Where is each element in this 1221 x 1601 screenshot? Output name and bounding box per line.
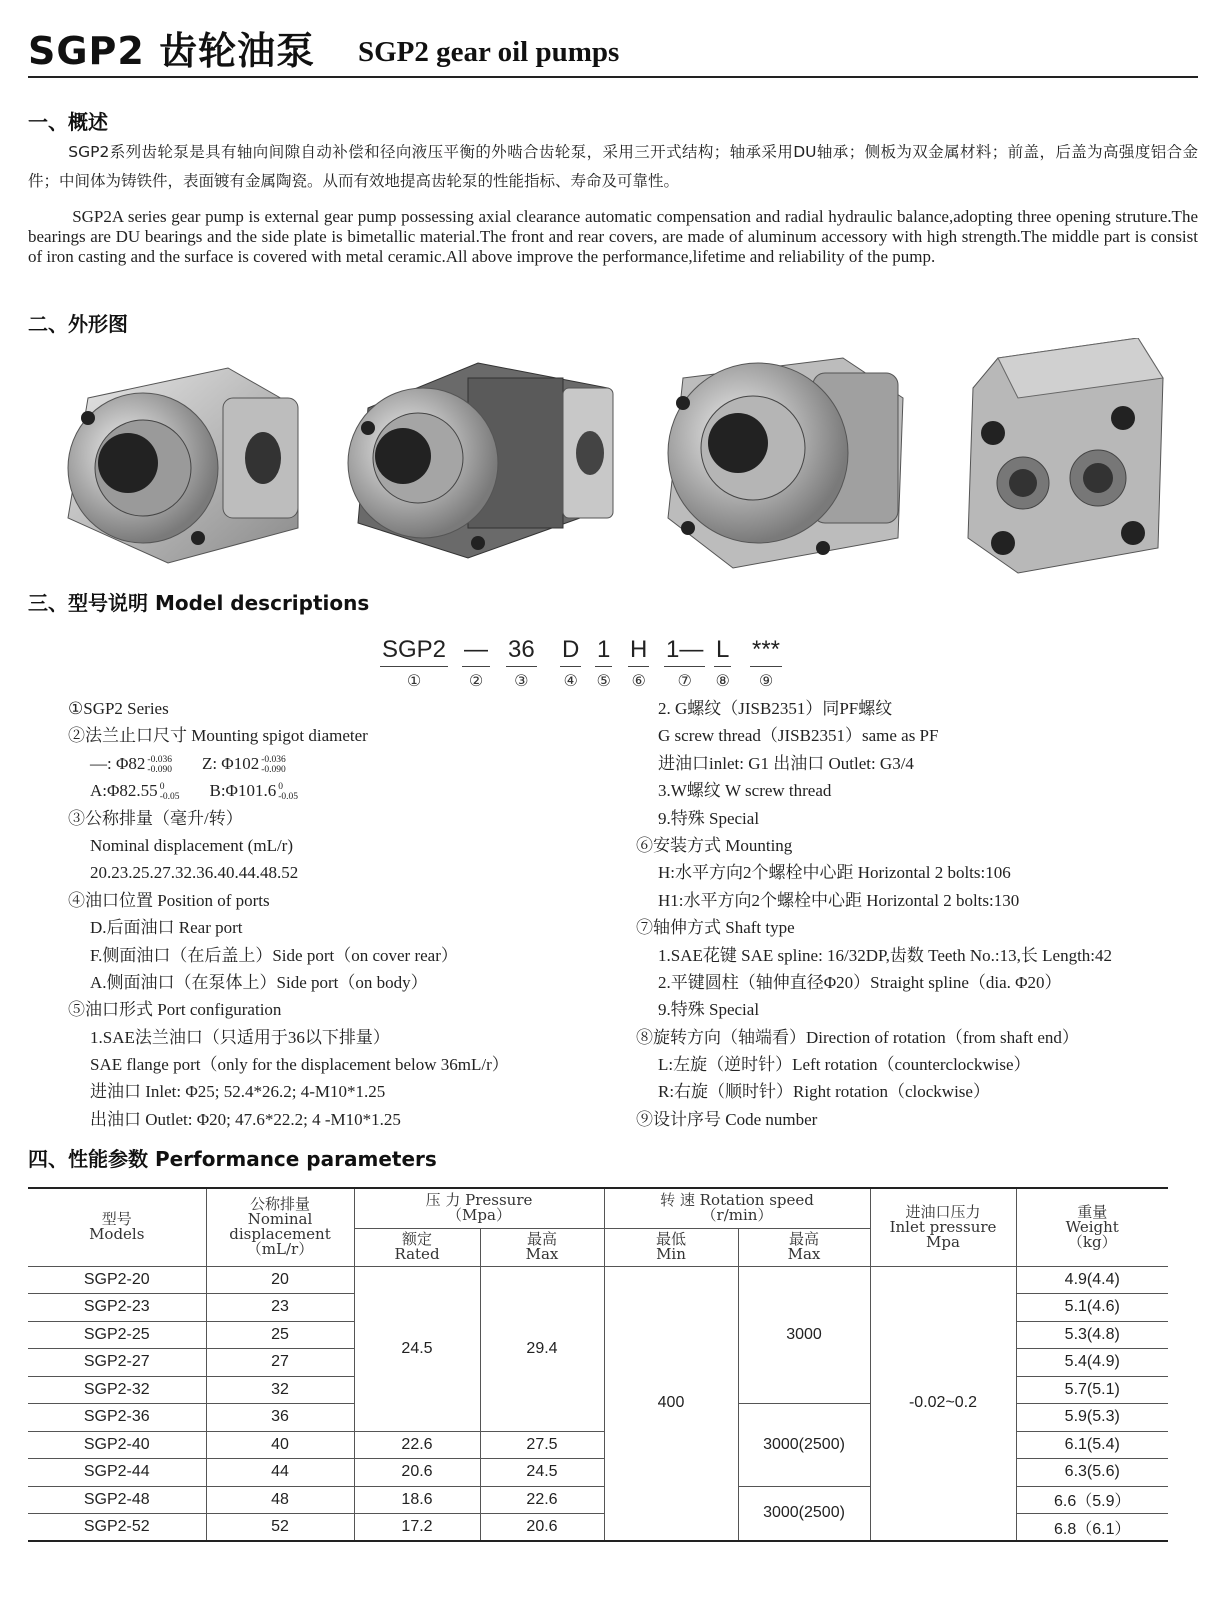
performance-table <box>28 1187 1168 1542</box>
desc-code-number: ⑨设计序号 Code number <box>636 1109 818 1129</box>
cell-weight: 5.4(4.9) <box>1016 1349 1168 1377</box>
cell-weight: 5.7(5.1) <box>1016 1376 1168 1404</box>
desc-port-d: D.后面油口 Rear port <box>90 918 243 938</box>
cell-max-pressure: 27.5 <box>480 1431 604 1459</box>
cell-weight: 4.9(4.4) <box>1016 1266 1168 1294</box>
desc-g-thread-en: G screw thread（JISB2351）same as PF <box>658 726 939 746</box>
desc-rotation-title: ⑧旋转方向（轴端看）Direction of rotation（from shaft end） <box>636 1027 1079 1047</box>
page-title-cn: SGP2 齿轮油泵 <box>28 29 316 73</box>
cell-model: SGP2-27 <box>28 1349 206 1377</box>
cell-displacement: 40 <box>206 1431 354 1459</box>
cell-inlet-pressure: -0.02~0.2 <box>870 1266 1016 1541</box>
desc-shaft-title: ⑦轴伸方式 Shaft type <box>636 918 795 938</box>
model-code <box>380 636 800 690</box>
desc-shaft-sae: 1.SAE花键 SAE spline: 16/32DP,齿数 Teeth No.:13,长 Length:42 <box>658 945 1113 965</box>
section-overview-heading: 一、概述 <box>28 110 108 134</box>
desc-port-f: F.侧面油口（在后盖上）Side port（on cover rear） <box>90 945 458 965</box>
cell-displacement: 36 <box>206 1404 354 1432</box>
desc-shaft-straight: 2.平键圆柱（轴伸直径Φ20）Straight spline（dia. Φ20） <box>658 972 1062 992</box>
model-desc-left <box>68 695 628 1133</box>
cell-rated-pressure: 17.2 <box>354 1514 480 1542</box>
cell-model: SGP2-36 <box>28 1404 206 1432</box>
title-bar <box>28 14 1198 78</box>
desc-port-special: 9.特殊 Special <box>658 808 760 828</box>
pump-photo-4 <box>948 338 1173 578</box>
desc-spigot-1: —: Φ82 -0.036 -0.090 Z: Φ102 -0.036 -0.090 <box>90 753 286 775</box>
code-item-series: SGP2 ① <box>382 636 447 690</box>
desc-sae-flange-en: SAE flange port（only for the displacement below 36mL/r） <box>90 1055 509 1075</box>
cell-displacement: 32 <box>206 1376 354 1404</box>
desc-w-thread: 3.W螺纹 W screw thread <box>658 781 832 801</box>
desc-series: ①SGP2 Series <box>68 699 169 718</box>
cell-displacement: 52 <box>206 1514 354 1542</box>
desc-shaft-special: 9.特殊 Special <box>658 1000 760 1020</box>
desc-port-a: A.侧面油口（在泵体上）Side port（on body） <box>90 972 428 992</box>
cell-displacement: 23 <box>206 1294 354 1322</box>
desc-sae-flange-cn: 1.SAE法兰油口（只适用于36以下排量） <box>90 1027 390 1047</box>
cell-rated-pressure: 22.6 <box>354 1431 480 1459</box>
overview-text-en: SGP2A series gear pump is external gear pump possessing axial clearance automatic compensation and radial hydraulic balance,adopting three opening struture.The bearings are DU bearings and the side plate is bimetallic material.The front and rear covers, are made of aluminum accessory with high strength.The middle part is consist of iron casting and the surface is covered with metal ceramic.All above improve the performance,lifetime and reliability of the pump. <box>28 207 1198 266</box>
header-speed-min: 最低 Min <box>604 1228 738 1266</box>
code-item-port-config: 1 ⑤ <box>596 636 611 690</box>
header-weight: 重量 Weight （kg） <box>1016 1188 1168 1266</box>
cell-model: SGP2-25 <box>28 1321 206 1349</box>
cell-model: SGP2-32 <box>28 1376 206 1404</box>
overview-text-cn: SGP2系列齿轮泵是具有轴向间隙自动补偿和径向液压平衡的外啮合齿轮泵，采用三开式结构；轴承采用DU轴承；侧板为双金属材料；前盖，后盖为高强度铝合金件；中间体为铸铁件，表面镀有金属陶瓷。从而有效地提高齿轮泵的性能指标、寿命及可靠性。 <box>28 143 1198 190</box>
cell-rated-pressure: 24.5 <box>354 1266 480 1431</box>
cell-weight: 6.3(5.6) <box>1016 1459 1168 1487</box>
cell-rated-pressure: 18.6 <box>354 1486 480 1514</box>
header-rated: 额定 Rated <box>354 1228 480 1266</box>
desc-displacement-en: Nominal displacement (mL/r) <box>90 835 293 855</box>
desc-displacement-title: ③公称排量（毫升/转） <box>68 808 243 828</box>
cell-max-pressure: 24.5 <box>480 1459 604 1487</box>
desc-mounting-title: ⑥安装方式 Mounting <box>636 835 793 855</box>
cell-weight: 6.8（6.1） <box>1016 1514 1168 1542</box>
header-pressure-max: 最高 Max <box>480 1228 604 1266</box>
header-speed-max: 最高 Max <box>738 1228 870 1266</box>
cell-max-speed: 3000 <box>738 1266 870 1404</box>
desc-sae-inlet: 进油口 Inlet: Φ25; 52.4*26.2; 4-M10*1.25 <box>90 1082 386 1102</box>
cell-displacement: 27 <box>206 1349 354 1377</box>
cell-displacement: 25 <box>206 1321 354 1349</box>
desc-displacement-values: 20.23.25.27.32.36.40.44.48.52 <box>90 863 299 883</box>
desc-g-thread-cn: 2. G螺纹（JISB2351）同PF螺纹 <box>658 699 893 718</box>
header-models: 型号 Models <box>28 1188 206 1266</box>
desc-port-config-title: ⑤油口形式 Port configuration <box>68 1000 282 1020</box>
cell-weight: 6.6（5.9） <box>1016 1486 1168 1514</box>
section-performance-heading: 四、性能参数 Performance parameters <box>28 1147 437 1171</box>
cell-max-pressure: 22.6 <box>480 1486 604 1514</box>
cell-weight: 6.1(5.4) <box>1016 1431 1168 1459</box>
section-model-heading: 三、型号说明 Model descriptions <box>28 591 370 615</box>
cell-model: SGP2-20 <box>28 1266 206 1294</box>
cell-rated-pressure: 20.6 <box>354 1459 480 1487</box>
code-item-rotation: L ⑧ <box>715 636 730 690</box>
code-item-shaft: 1— ⑦ <box>666 636 704 690</box>
desc-sae-outlet: 出油口 Outlet: Φ20; 47.6*22.2; 4 -M10*1.25 <box>90 1109 401 1129</box>
header-displacement: 公称排量 Nominal displacement （mL/r） <box>206 1188 354 1266</box>
desc-rotation-right: R:右旋（顺时针）Right rotation（clockwise） <box>658 1082 990 1102</box>
cell-model: SGP2-23 <box>28 1294 206 1322</box>
code-item-code-number: *** ⑨ <box>752 636 781 690</box>
cell-max-speed: 3000(2500) <box>738 1486 870 1541</box>
desc-spigot-title: ②法兰止口尺寸 Mounting spigot diameter <box>68 726 368 746</box>
cell-min-speed: 400 <box>604 1266 738 1541</box>
code-item-mounting: H ⑥ <box>630 636 648 690</box>
desc-mounting-h: H:水平方向2个螺栓中心距 Horizontal 2 bolts:106 <box>658 863 1011 883</box>
desc-rotation-left: L:左旋（逆时针）Left rotation（counterclockwise） <box>658 1055 1031 1075</box>
cell-weight: 5.3(4.8) <box>1016 1321 1168 1349</box>
table-row <box>28 1266 1168 1294</box>
model-desc-right <box>636 695 1196 1133</box>
section-appearance-heading: 二、外形图 <box>28 312 128 336</box>
cell-model: SGP2-48 <box>28 1486 206 1514</box>
cell-displacement: 48 <box>206 1486 354 1514</box>
desc-spigot-2: A:Φ82.55 0 -0.05 B:Φ101.6 0 -0.05 <box>90 781 299 803</box>
cell-weight: 5.1(4.6) <box>1016 1294 1168 1322</box>
cell-max-speed: 3000(2500) <box>738 1404 870 1487</box>
header-rotation-speed: 转 速 Rotation speed （r/min） <box>604 1188 870 1228</box>
pump-photo-2 <box>338 338 623 578</box>
code-item-displacement: 36 ③ <box>508 636 535 690</box>
pump-photos <box>28 338 1198 578</box>
desc-mounting-h1: H1:水平方向2个螺栓中心距 Horizontal 2 bolts:130 <box>658 890 1020 910</box>
cell-max-pressure: 20.6 <box>480 1514 604 1542</box>
header-pressure: 压 力 Pressure （Mpa） <box>354 1188 604 1228</box>
cell-displacement: 20 <box>206 1266 354 1294</box>
page-title-en: SGP2 gear oil pumps <box>358 36 620 68</box>
header-inlet-pressure: 进油口压力 Inlet pressure Mpa <box>870 1188 1016 1266</box>
cell-model: SGP2-44 <box>28 1459 206 1487</box>
cell-max-pressure: 29.4 <box>480 1266 604 1431</box>
cell-displacement: 44 <box>206 1459 354 1487</box>
desc-port-position-title: ④油口位置 Position of ports <box>68 890 270 910</box>
code-item-spigot: — ② <box>464 636 488 690</box>
pump-photo-1 <box>48 338 318 578</box>
pump-photo-3 <box>643 338 918 578</box>
cell-model: SGP2-52 <box>28 1514 206 1542</box>
cell-weight: 5.9(5.3) <box>1016 1404 1168 1432</box>
cell-model: SGP2-40 <box>28 1431 206 1459</box>
desc-g-thread-ports: 进油口inlet: G1 出油口 Outlet: G3/4 <box>658 753 914 773</box>
code-item-port-position: D ④ <box>562 636 580 690</box>
